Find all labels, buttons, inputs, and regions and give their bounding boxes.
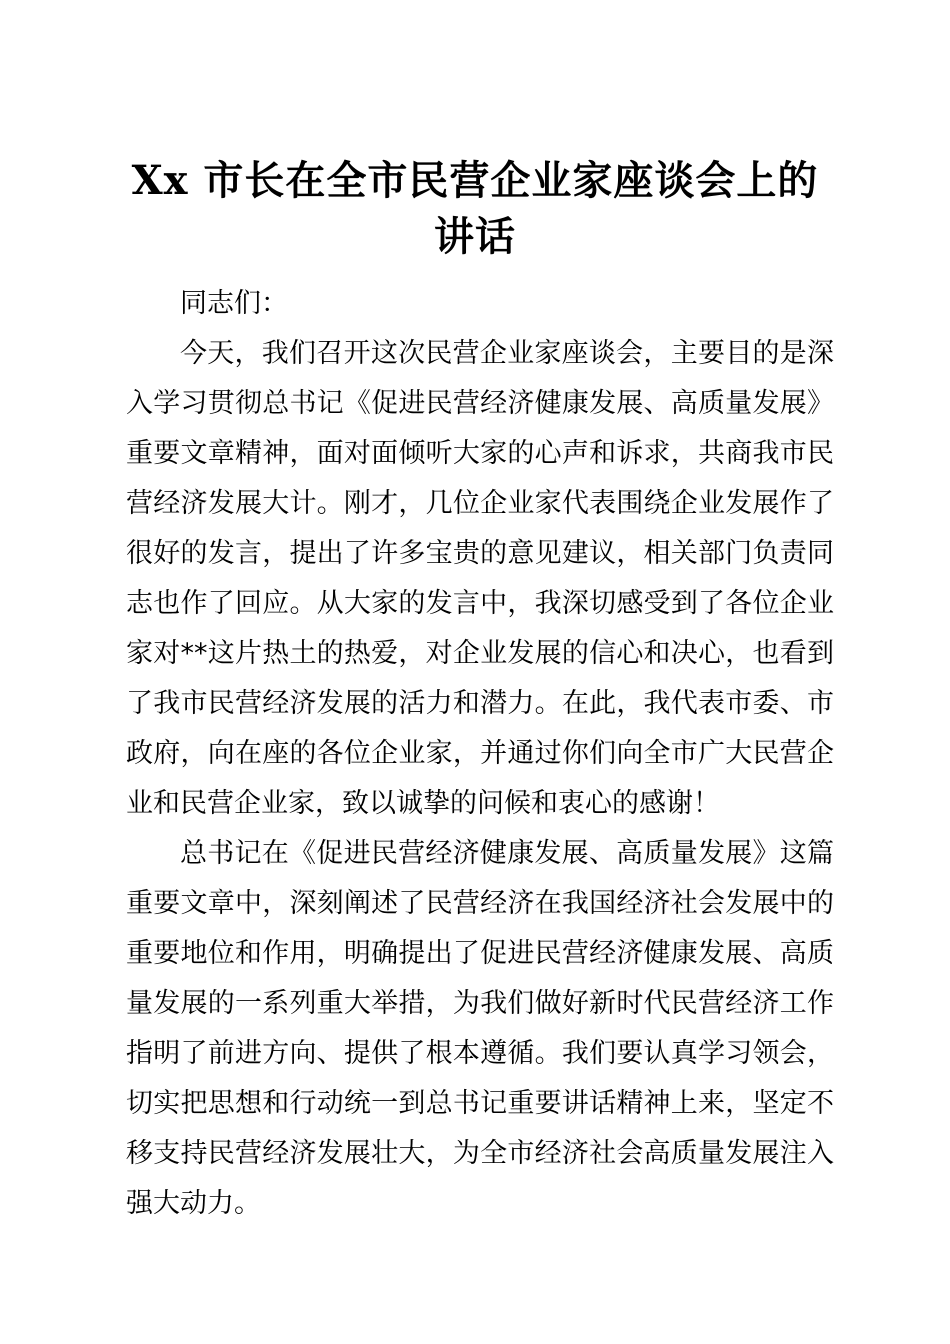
- title-line-1: Xx 市长在全市民营企业家座谈会上的: [131, 157, 819, 204]
- document-title: [80, 153, 870, 265]
- title-line-2: 讲话: [434, 213, 516, 260]
- paragraph-2: 总书记在《促进民营经济健康发展、高质量发展》这篇重要文章中，深刻阐述了民营经济在我国经济社会发展中的重要地位和作用，明确提出了促进民营经济健康发展、高质量发展的一系列重大举措，为我们做好新时代民营经济工作指明了前进方向、提供了根本遵循。我们要认真学习领会，切实把思想和行动统一到总书记重要讲话精神上来，坚定不移支持民营经济发展壮大，为全市经济社会高质量发展注入强大动力。: [126, 838, 834, 1219]
- paragraph-1: 今天，我们召开这次民营企业家座谈会，主要目的是深入学习贯彻总书记《促进民营经济健康发展、高质量发展》重要文章精神，面对面倾听大家的心声和诉求，共商我市民营经济发展大计。刚才，几位企业家代表围绕企业发展作了很好的发言，提出了许多宝贵的意见建议，相关部门负责同志也作了回应。从大家的发言中，我深切感受到了各位企业家对**这片热土的热爱，对企业发展的信心和决心，也看到了我市民营经济发展的活力和潜力。在此，我代表市委、市政府，向在座的各位企业家，并通过你们向全市广大民营企业和民营企业家，致以诚挚的问候和衷心的感谢！: [126, 338, 834, 819]
- salutation: 同志们：: [180, 288, 288, 319]
- document-body: [126, 279, 834, 1229]
